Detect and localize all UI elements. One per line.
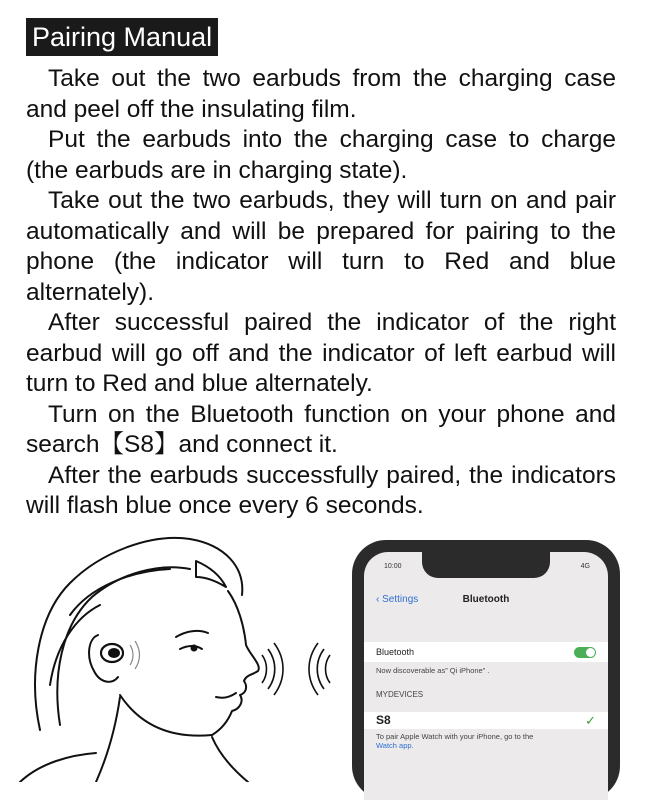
instruction-steps (26, 64, 616, 522)
bluetooth-row[interactable] (364, 642, 608, 662)
step-6: After the earbuds successfully paired, the indicators will flash blue once every 6 seconds. (26, 461, 616, 519)
neck-left (96, 697, 120, 782)
section-header: MYDEVICES (376, 690, 424, 699)
neck-right (212, 737, 248, 782)
hair-outline (35, 538, 242, 730)
apple-watch-note (364, 732, 608, 750)
back-label: Settings (382, 594, 419, 605)
sound-wave-icon (309, 643, 330, 695)
nav-bar (364, 590, 608, 610)
step-5: Turn on the Bluetooth function on your phone and search【S8】and connect it. (26, 400, 616, 458)
chevron-left-icon: ‹ (376, 594, 380, 605)
jaw-line (120, 695, 212, 736)
step-3: Take out the two earbuds, they will turn on and pair automatically and will be prepared for pairing to the phone (the indicator will turn to Red and blue alternately). (26, 187, 616, 306)
phone-mockup (352, 540, 620, 800)
status-signal: 4G (580, 563, 590, 570)
mouth (216, 693, 236, 698)
step-2: Put the earbuds into the charging case to charge (the earbuds are in charging state). (26, 126, 616, 184)
hair-strand (70, 569, 170, 615)
phone-screen (364, 552, 608, 800)
toggle-switch-icon[interactable] (574, 647, 596, 658)
bluetooth-label: Bluetooth (376, 647, 415, 657)
device-name: S8 (376, 713, 391, 727)
step-1: Take out the two earbuds from the charging case and peel off the insulating film. (26, 65, 616, 123)
checkmark-icon: ✓ (585, 713, 596, 728)
watch-app-link[interactable]: Watch app. (376, 741, 414, 750)
phone-notch (422, 552, 550, 578)
device-row-s8[interactable] (364, 712, 608, 729)
page-title: Pairing Manual (26, 18, 218, 56)
sound-wave-icon (262, 643, 283, 695)
hair-tuft (196, 561, 226, 587)
status-time: 10:00 (384, 563, 402, 570)
shoulder (20, 753, 96, 782)
nav-title: Bluetooth (462, 594, 510, 605)
sound-wave-icon (130, 641, 140, 669)
step-4: After successful paired the indicator of the right earbud will go off and the indicator of left earbud will turn to Red and blue alternately. (26, 309, 616, 397)
eyebrow (176, 631, 208, 637)
discoverable-text: Now discoverable as” Qi iPhone” . (376, 666, 490, 675)
face-outline (212, 591, 259, 735)
apple-watch-text: To pair Apple Watch with your iPhone, go to the (376, 732, 534, 741)
